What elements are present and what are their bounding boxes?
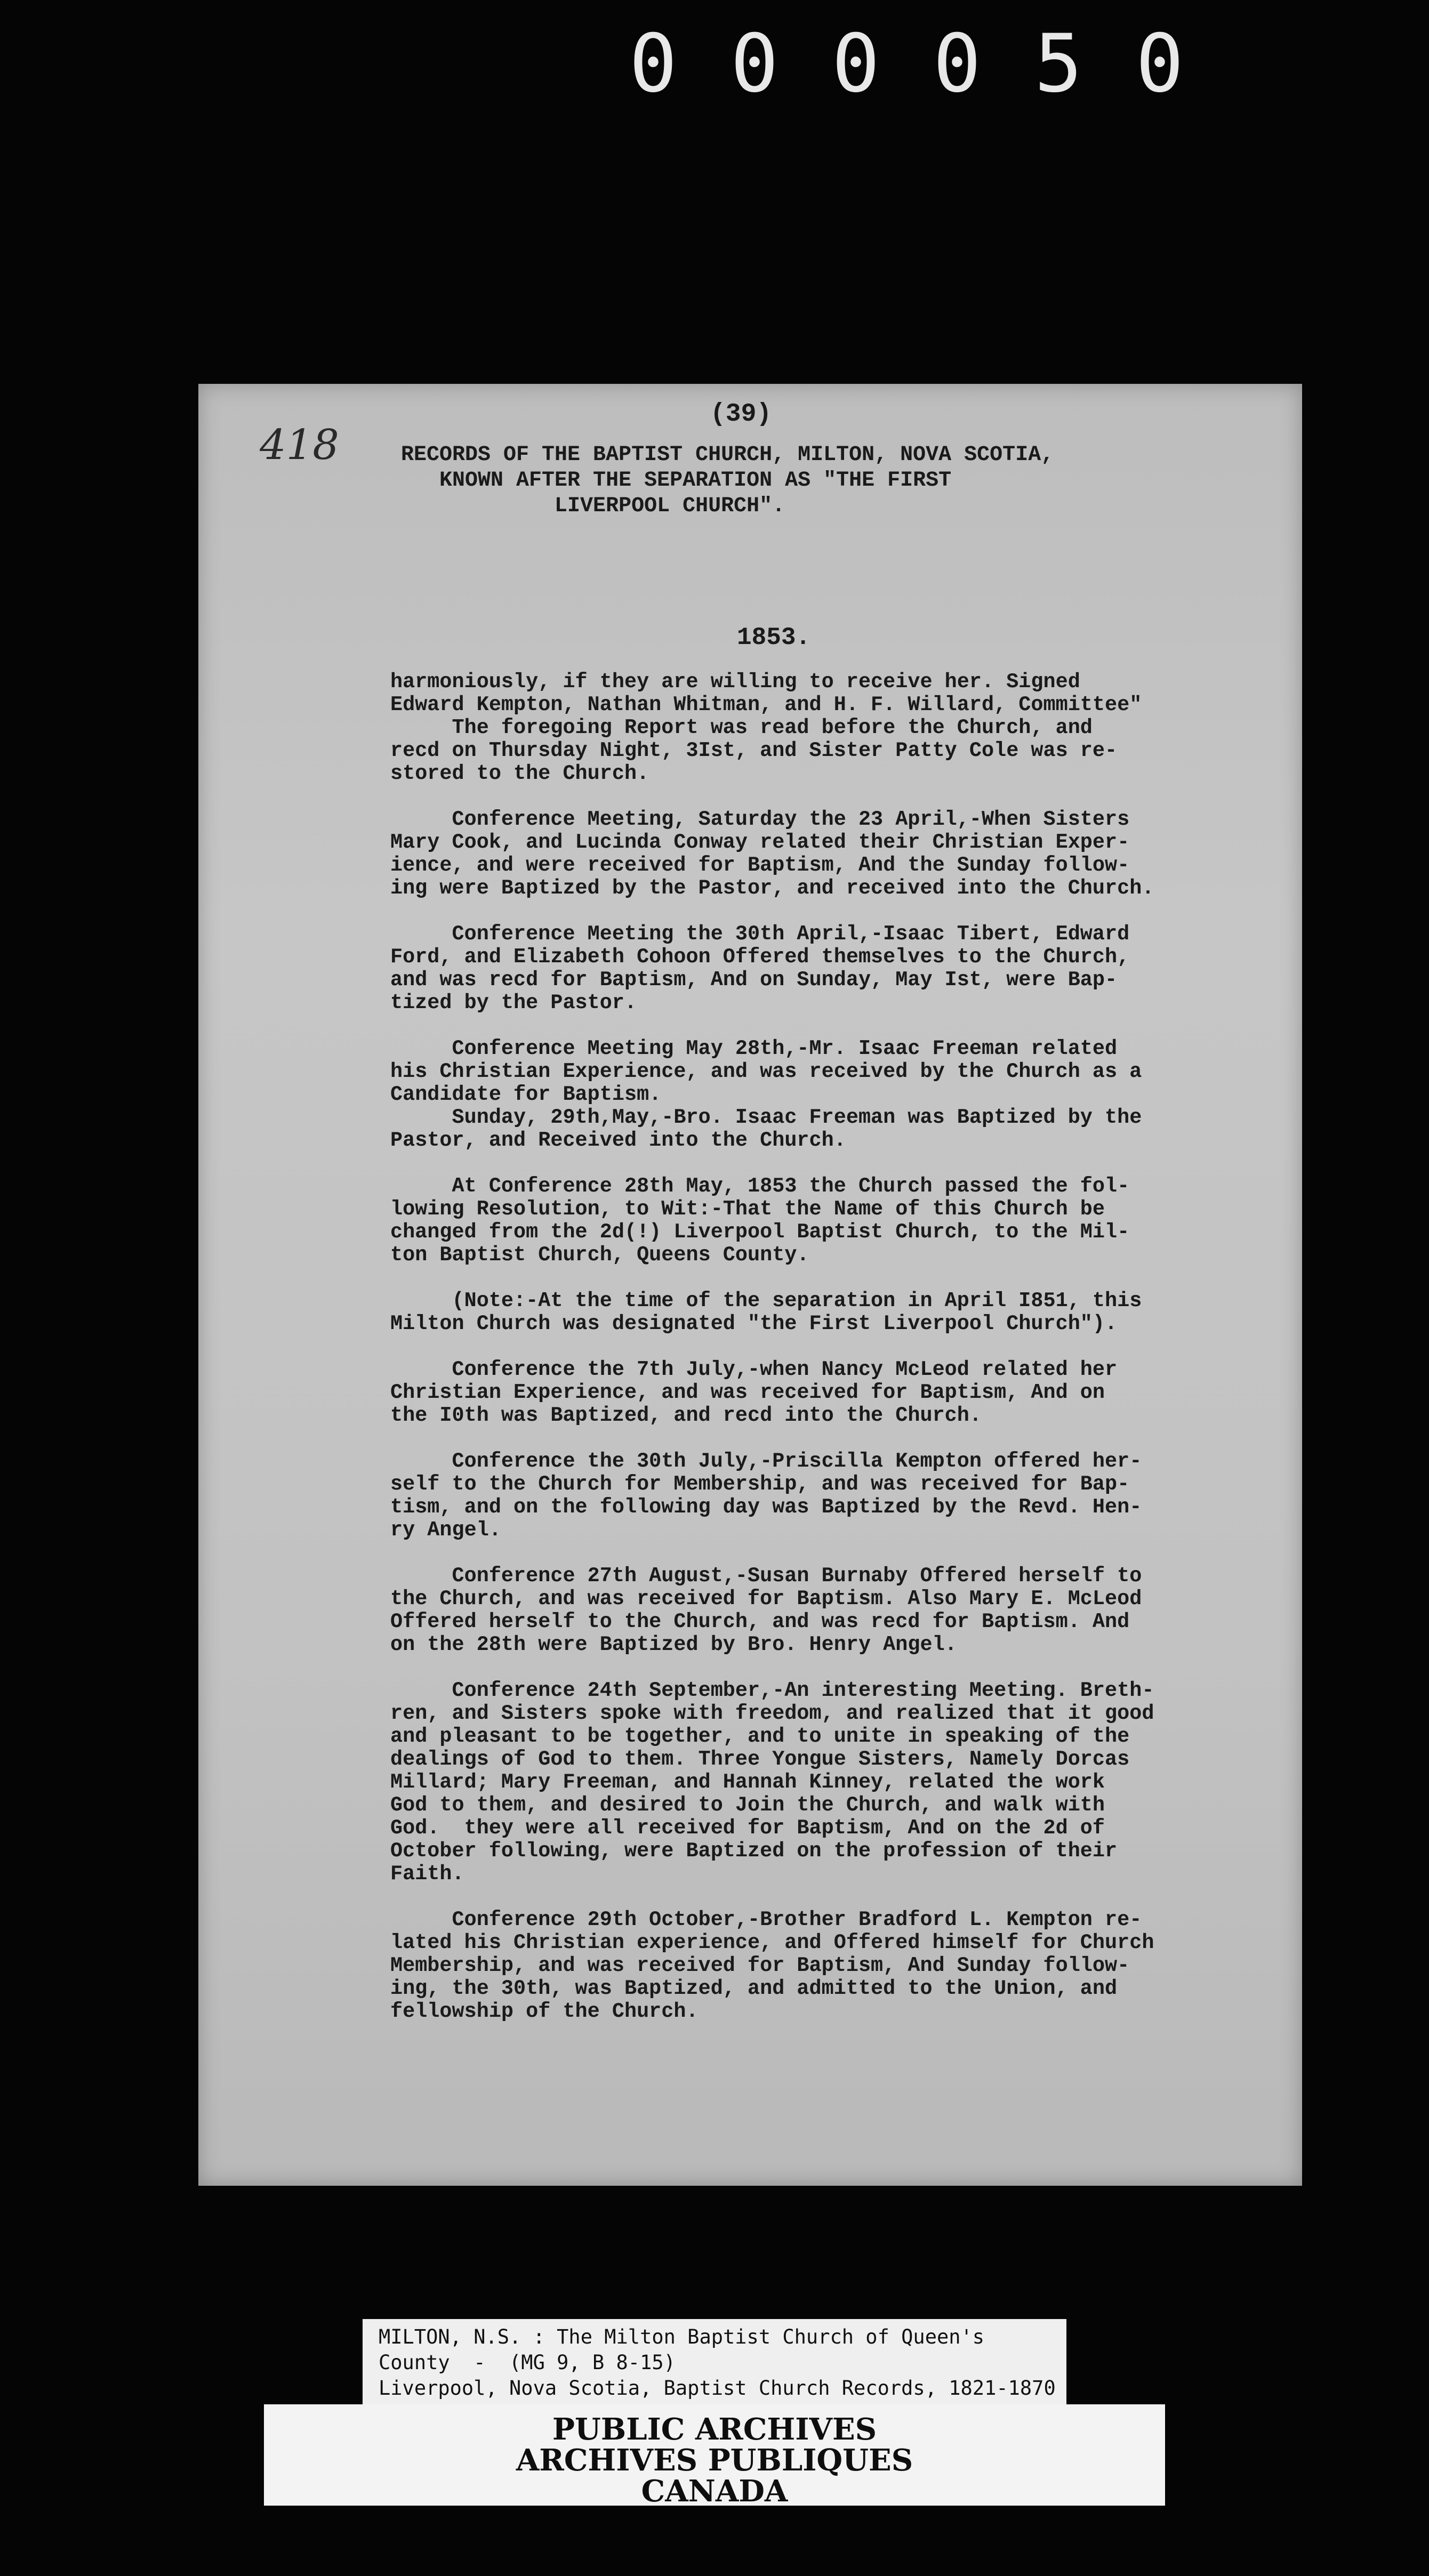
record-paragraph [390, 1290, 1414, 1335]
collection-label [363, 2319, 1066, 2404]
collection-label-line: County - (MG 9, B 8-15) [379, 2351, 676, 2374]
record-line: lated his Christian experience, and Offered himself for Church [390, 1931, 1154, 1954]
record-paragraph [390, 1358, 1414, 1427]
record-line: changed from the 2d(!) Liverpool Baptist Church, to the Mil- [390, 1220, 1130, 1244]
record-line: Conference Meeting the 30th April,-Isaac Tibert, Edward [390, 922, 1130, 946]
record-line: ience, and were received for Baptism, And the Sunday follow- [390, 854, 1130, 877]
record-line: Conference 29th October,-Brother Bradford L. Kempton re- [390, 1908, 1142, 1931]
record-line: Pastor, and Received into the Church. [390, 1129, 846, 1152]
record-paragraph [390, 671, 1414, 785]
frame-digit: 0 [933, 18, 982, 110]
collection-label-line: MILTON, N.S. : The Milton Baptist Church of Queen's [379, 2325, 985, 2348]
record-paragraph [390, 1450, 1414, 1542]
frame-digit: 0 [629, 18, 678, 110]
record-line: recd on Thursday Night, 3Ist, and Sister Patty Cole was re- [390, 739, 1118, 762]
record-line: Millard; Mary Freeman, and Hannah Kinney, related the work [390, 1770, 1105, 1794]
record-paragraph [390, 1565, 1414, 1656]
record-line: Membership, and was received for Baptism, And Sunday follow- [390, 1954, 1130, 1977]
frame-digit: 0 [1135, 18, 1184, 110]
record-line: Conference the 30th July,-Priscilla Kempton offered her- [390, 1450, 1142, 1473]
record-line: Milton Church was designated "the First Liverpool Church"). [390, 1312, 1118, 1335]
microfilm-frame-number [613, 18, 1200, 110]
handwritten-folio-number: 418 [260, 421, 339, 469]
record-line: stored to the Church. [390, 762, 649, 785]
record-line: ry Angel. [390, 1518, 501, 1542]
record-paragraph [390, 1679, 1414, 1886]
document-heading [401, 442, 1147, 519]
record-body [390, 671, 1414, 2046]
frame-digit: 0 [730, 18, 779, 110]
archives-line: PUBLIC ARCHIVES [552, 2412, 877, 2447]
record-paragraph [390, 1175, 1414, 1267]
record-line: ton Baptist Church, Queens County. [390, 1243, 809, 1267]
record-line: Offered herself to the Church, and was recd for Baptism. And [390, 1610, 1130, 1633]
record-line: Ford, and Elizabeth Cohoon Offered themselves to the Church, [390, 945, 1130, 969]
year-heading: 1853. [737, 624, 811, 651]
heading-line: KNOWN AFTER THE SEPARATION AS "THE FIRST [401, 469, 952, 493]
record-paragraph [390, 1106, 1414, 1152]
record-paragraph [390, 923, 1414, 1015]
document-page [198, 384, 1302, 2186]
frame-digit: 0 [831, 18, 880, 110]
record-line: Conference 24th September,-An interesting Meeting. Breth- [390, 1679, 1154, 1702]
record-line: self to the Church for Membership, and was received for Bap- [390, 1472, 1130, 1496]
heading-line: RECORDS OF THE BAPTIST CHURCH, MILTON, NOVA SCOTIA, [401, 443, 1054, 467]
record-line: fellowship of the Church. [390, 2000, 699, 2023]
record-line: ren, and Sisters spoke with freedom, and realized that it good [390, 1702, 1154, 1725]
record-line: and was recd for Baptism, And on Sunday, May Ist, were Bap- [390, 968, 1118, 992]
record-line: God. they were all received for Baptism, And on the 2d of [390, 1816, 1105, 1840]
record-line: Mary Cook, and Lucinda Conway related their Christian Exper- [390, 831, 1130, 854]
record-line: on the 28th were Baptized by Bro. Henry Angel. [390, 1633, 957, 1656]
record-line: Edward Kempton, Nathan Whitman, and H. F. Willard, Committee" [390, 693, 1142, 717]
frame-digit: 5 [1034, 18, 1083, 110]
record-line: harmoniously, if they are willing to receive her. Signed [390, 670, 1080, 694]
archives-stamp [264, 2404, 1165, 2509]
record-line: Faith. [390, 1862, 464, 1886]
record-line: ing were Baptized by the Pastor, and received into the Church. [390, 876, 1154, 900]
archives-line: ARCHIVES PUBLIQUES [516, 2443, 913, 2478]
record-line: tism, and on the following day was Baptized by the Revd. Hen- [390, 1495, 1142, 1519]
record-line: ing, the 30th, was Baptized, and admitted to the Union, and [390, 1977, 1118, 2000]
record-line: October following, were Baptized on the profession of their [390, 1839, 1118, 1863]
record-line: dealings of God to them. Three Yongue Sisters, Namely Dorcas [390, 1748, 1130, 1771]
record-line: Conference Meeting May 28th,-Mr. Isaac Freeman related [390, 1037, 1118, 1060]
record-paragraph [390, 808, 1414, 900]
record-line: tized by the Pastor. [390, 991, 637, 1015]
record-line: The foregoing Report was read before the Church, and [390, 716, 1093, 739]
record-line: and pleasant to be together, and to unite in speaking of the [390, 1725, 1130, 1748]
record-line: Sunday, 29th,May,-Bro. Isaac Freeman was Baptized by the [390, 1106, 1142, 1129]
record-line: (Note:-At the time of the separation in April I851, this [390, 1289, 1142, 1313]
record-line: Conference 27th August,-Susan Burnaby Offered herself to [390, 1564, 1142, 1588]
record-line: the Church, and was received for Baptism. Also Mary E. McLeod [390, 1587, 1142, 1611]
collection-label-line: Liverpool, Nova Scotia, Baptist Church Records, 1821-1870 [379, 2377, 1056, 2400]
heading-line: LIVERPOOL CHURCH". [401, 494, 785, 518]
record-line: God to them, and desired to Join the Church, and walk with [390, 1793, 1105, 1817]
record-line: At Conference 28th May, 1853 the Church passed the fol- [390, 1174, 1130, 1198]
record-line: the I0th was Baptized, and recd into the Church. [390, 1404, 982, 1427]
record-paragraph [390, 1037, 1414, 1106]
record-line: his Christian Experience, and was received by the Church as a [390, 1060, 1142, 1083]
record-line: Conference Meeting, Saturday the 23 April,-When Sisters [390, 808, 1130, 831]
record-paragraph [390, 1909, 1414, 2023]
page-number: (39) [710, 400, 772, 429]
record-line: Christian Experience, and was received for Baptism, And on [390, 1381, 1105, 1404]
archives-line: CANADA [641, 2474, 788, 2509]
record-line: Candidate for Baptism. [390, 1083, 662, 1106]
record-line: lowing Resolution, to Wit:-That the Name of this Church be [390, 1197, 1105, 1221]
record-line: Conference the 7th July,-when Nancy McLeod related her [390, 1358, 1118, 1381]
